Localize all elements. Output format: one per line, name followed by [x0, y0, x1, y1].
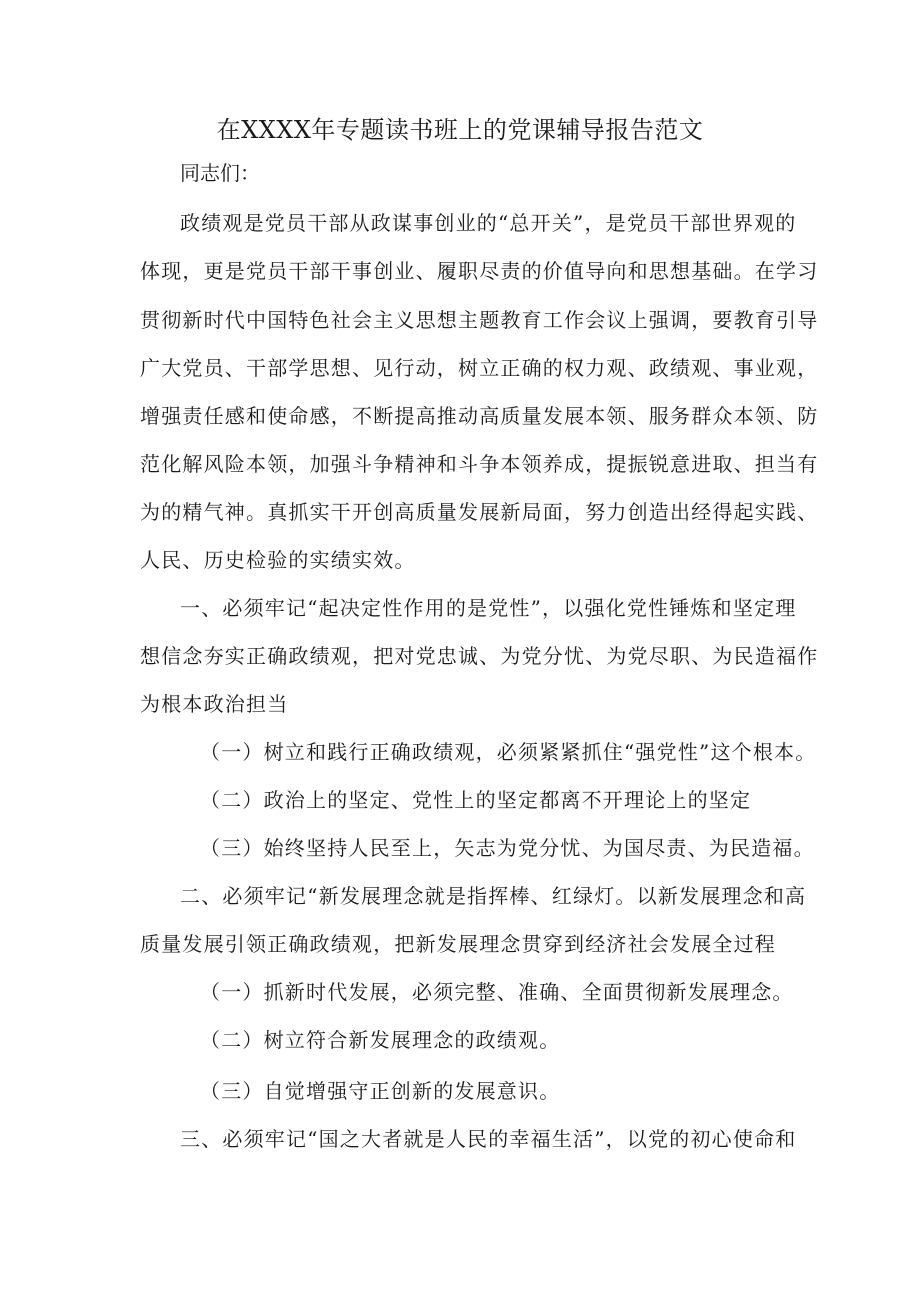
- section-heading-2: 二、必须牢记“新发展理念就是指挥棒、红绿灯。以新发展理念和高: [180, 884, 807, 908]
- subsection-item: （三）始终坚持人民至上，矢志为党分忧、为国尽责、为民造福。: [200, 836, 815, 860]
- body-line: 人民、历史检验的实绩实效。: [140, 548, 416, 572]
- body-line: 贯彻新时代中国特色社会主义思想主题教育工作会议上强调，要教育引导: [140, 308, 819, 332]
- section-heading-1: 一、必须牢记“起决定性作用的是党性”，以强化党性锤炼和坚定理: [180, 596, 797, 620]
- subsection-item: （二）政治上的坚定、党性上的坚定都离不开理论上的坚定: [200, 788, 752, 812]
- subsection-item: （一）树立和践行正确政绩观，必须紧紧抓住“强党性”这个根本。: [200, 740, 817, 764]
- subsection-item: （一）抓新时代发展，必须完整、准确、全面贯彻新发展理念。: [200, 980, 794, 1004]
- greeting: 同志们：: [180, 161, 260, 185]
- section-heading-2-cont: 质量发展引领正确政绩观，把新发展理念贯穿到经济社会发展全过程: [140, 932, 776, 956]
- section-heading-1-cont: 为根本政治担当: [140, 692, 289, 716]
- body-line: 政绩观是党员干部从政谋事创业的“总开关”，是党员干部世界观的: [180, 211, 797, 235]
- document-title: 在XXXX年专题读书班上的党课辅导报告范文: [216, 116, 704, 144]
- subsection-item: （二）树立符合新发展理念的政绩观。: [200, 1028, 561, 1052]
- subsection-item: （三）自觉增强守正创新的发展意识。: [200, 1079, 561, 1103]
- section-heading-1-cont: 想信念夯实正确政绩观，把对党忠诚、为党分忧、为党尽职、为民造福作: [140, 644, 819, 668]
- body-line: 增强责任感和使命感，不断提高推动高质量发展本领、服务群众本领、防: [140, 404, 819, 428]
- body-line: 广大党员、干部学思想、见行动，树立正确的权力观、政绩观、事业观，: [140, 356, 819, 380]
- body-line: 为的精气神。真抓实干开创高质量发展新局面，努力创造出经得起实践、: [140, 500, 819, 524]
- body-line: 体现，更是党员干部干事创业、履职尽责的价值导向和思想基础。在学习: [140, 259, 819, 283]
- section-heading-3: 三、必须牢记“国之大者就是人民的幸福生活”，以党的初心使命和: [180, 1127, 797, 1151]
- body-line: 范化解风险本领，加强斗争精神和斗争本领养成，提振锐意进取、担当有: [140, 452, 819, 476]
